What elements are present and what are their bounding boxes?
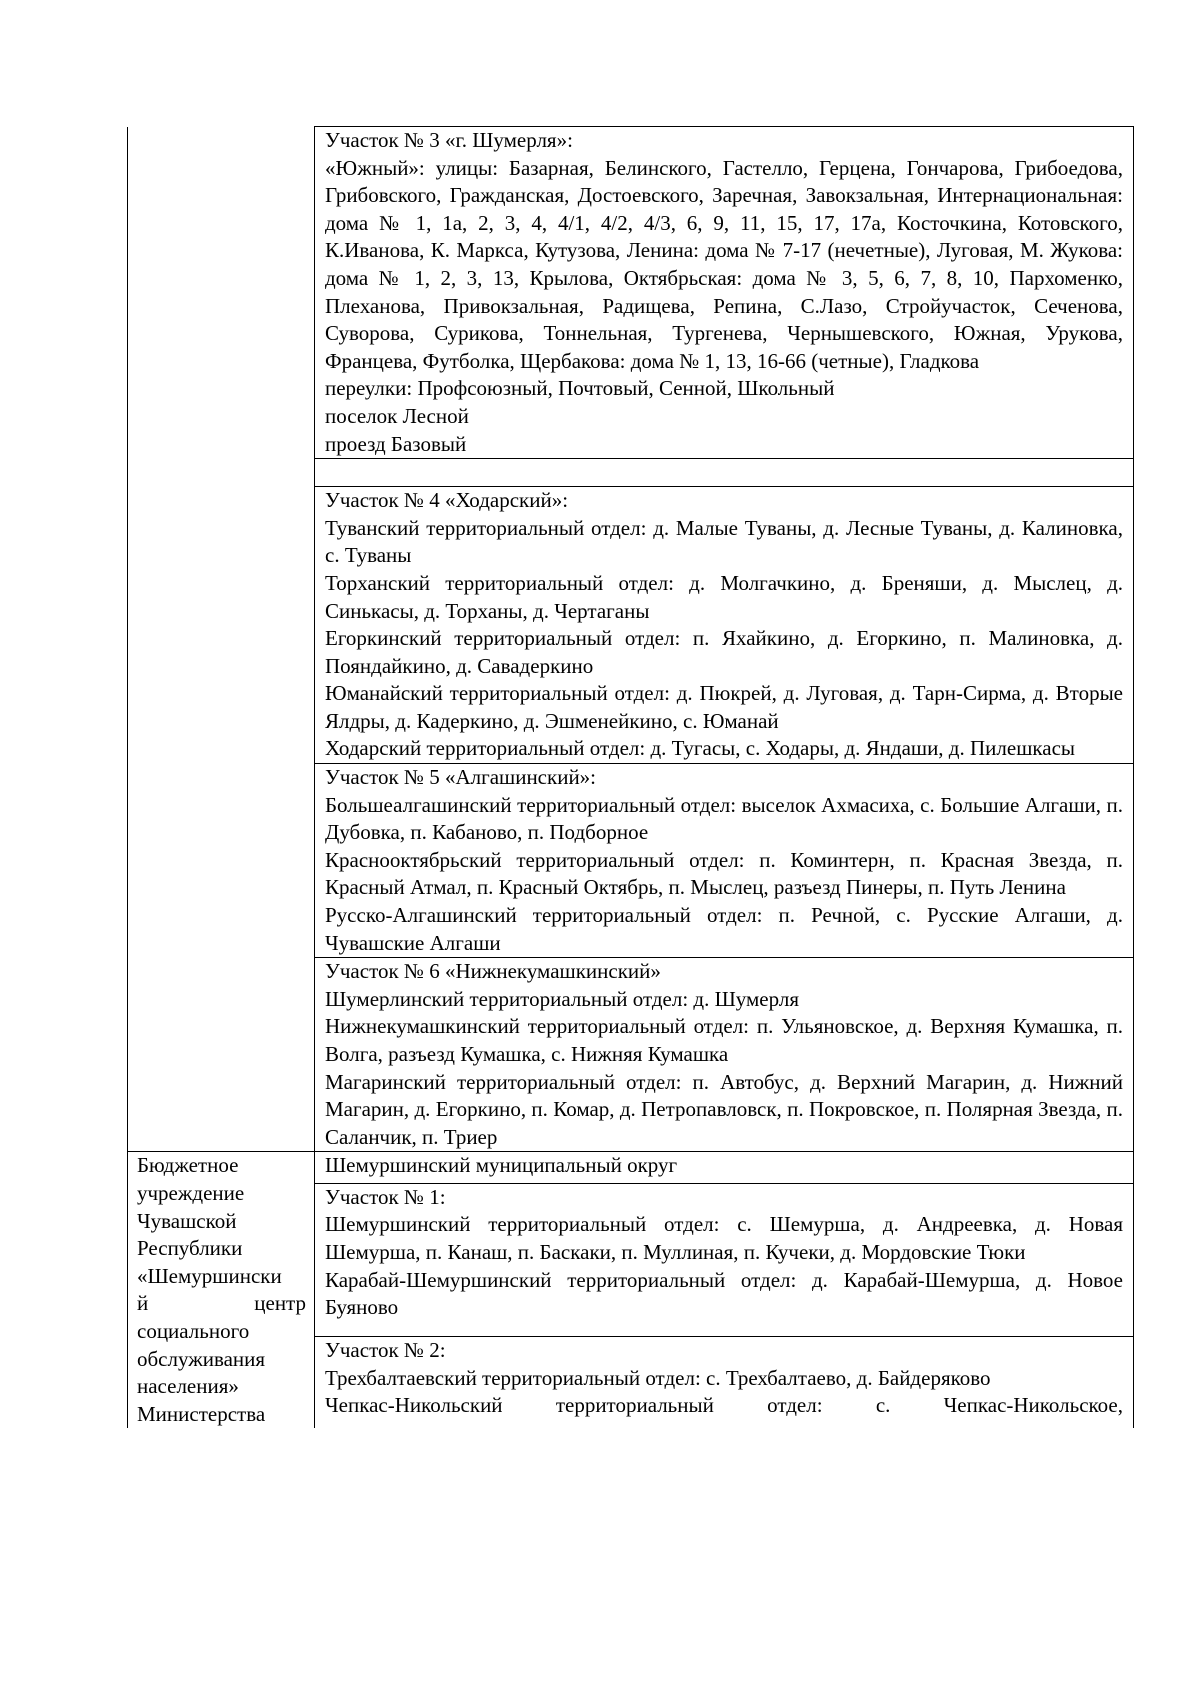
uchastok-4-item: Юманайский территориальный отдел: д. Пюкрей, д. Луговая, д. Тарн-Сирма, д. Вторые Ялдры, д. Кадеркино, д. Эшменейкино, с. Юманай <box>325 681 1123 733</box>
shemursha-uchastok-2-item: Чепкас-Никольский территориальный отдел: с. Чепкас-Никольское, <box>325 1393 1123 1418</box>
uchastok-3-lanes: переулки: Профсоюзный, Почтовый, Сенной, Школьный <box>325 376 835 401</box>
table-row <box>128 127 1134 459</box>
uchastok-5-heading: Участок № 5 «Алгашинский»: <box>325 765 597 790</box>
org-name-line: Республики <box>137 1236 243 1261</box>
uchastok-3-heading: Участок № 3 «г. Шумерля»: <box>325 128 573 152</box>
org-name-line: социального <box>137 1318 250 1343</box>
uchastok-3-streets: «Южный»: улицы: Базарная, Белинского, Гастелло, Герцена, Гончарова, Грибоедова, Грибовского, Гражданская, Достоевского, Заречная, Завокзальная, Интернациональная: дома № 1, 1а, 2, 3, 4, 4/1, 4/2, 4/3, 6, 9, 11, 15, 17, 17а, Косточкина, Котовского, К.Иванова, К. Маркса, Кутузова, Ленина: дома № 7-17 (нечетные), Луговая, М. Жукова: дома № 1, 2, 3, 13, Крылова, Октябрьская: дома № 3, 5, 6, 7, 8, 10, Пархоменко, Плеханова, Привокзальная, Радищева, Репина, С.Лазо, Стройучасток, Сеченова, Суворова, Сурикова, Тоннельная, Тургенева, Чернышевского, Южная, Урукова, Францева, Футболка, Щербакова: дома № 1, 13, 16-66 (четные), Гладкова <box>325 155 1123 373</box>
uchastok-6-heading: Участок № 6 «Нижнекумашкинский» <box>325 959 661 984</box>
uchastok-3-settlement: поселок Лесной <box>325 403 469 428</box>
uchastok-4-cell <box>315 487 1134 764</box>
uchastok-5-item: Краснооктябрьский территориальный отдел: п. Коминтерн, п. Красная Звезда, п. Красный Атмал, п. Красный Октябрь, п. Мыслец, разъезд Пинеры, п. Путь Ленина <box>325 847 1123 900</box>
uchastok-5-item: Большеалгашинский территориальный отдел: выселок Ахмасиха, с. Большие Алгаши, п. Дубовка, п. Кабаново, п. Подборное <box>325 792 1123 845</box>
org-name-line: обслуживания <box>137 1346 266 1371</box>
org-name-line: й центр <box>137 1291 306 1316</box>
district-name: Шемуршинский муниципальный округ <box>325 1153 678 1178</box>
uchastok-4-item: Егоркинский территориальный отдел: п. Яхайкино, д. Егоркино, п. Малиновка, д. Пояндайкино, д. Савадеркино <box>325 626 1123 678</box>
service-areas-table <box>127 126 1134 1428</box>
uchastok-5-item: Русско-Алгашинский территориальный отдел: п. Речной, с. Русские Алгаши, д. Чувашские Алгаши <box>325 903 1123 955</box>
org-cell-empty <box>128 127 315 1152</box>
district-cell <box>315 1152 1134 1184</box>
uchastok-4-item: Туванский территориальный отдел: д. Малые Туваны, д. Лесные Туваны, д. Калиновка, с. Туваны <box>325 515 1123 568</box>
uchastok-3-passage: проезд Базовый <box>325 431 467 456</box>
org-name-line: Министерства <box>137 1401 266 1426</box>
shemursha-uchastok-1-item: Карабай-Шемуршинский территориальный отдел: д. Карабай-Шемурша, д. Новое Буяново <box>325 1267 1123 1320</box>
uchastok-6-item: Шумерлинский территориальный отдел: д. Шумерля <box>325 986 799 1011</box>
uchastok-6-item: Магаринский территориальный отдел: п. Автобус, д. Верхний Магарин, д. Нижний Магарин, д. Егоркино, п. Комар, д. Петропавловск, п. Покровское, п. Полярная Звезда, п. Саланчик, п. Триер <box>325 1069 1123 1149</box>
org-name-line: учреждение <box>137 1180 245 1205</box>
uchastok-5-cell <box>315 764 1134 958</box>
shemursha-uchastok-2-heading: Участок № 2: <box>325 1338 446 1363</box>
table-row <box>128 1152 1134 1184</box>
org-name-line: «Шемуршински <box>137 1263 282 1288</box>
uchastok-6-cell <box>315 958 1134 1152</box>
empty-cell <box>315 459 1134 487</box>
uchastok-6-item: Нижнекумашкинский территориальный отдел: п. Ульяновское, д. Верхняя Кумашка, п. Волга, разъезд Кумашка, с. Нижняя Кумашка <box>325 1014 1123 1066</box>
shemursha-uchastok-1-cell <box>315 1183 1134 1336</box>
org-name-line: Чувашской <box>137 1208 237 1233</box>
uchastok-4-heading: Участок № 4 «Ходарский»: <box>325 488 569 513</box>
org-name-line: Бюджетное <box>137 1153 239 1178</box>
org-name-line: населения» <box>137 1374 239 1399</box>
shemursha-uchastok-1-heading: Участок № 1: <box>325 1184 446 1209</box>
uchastok-4-item: Торханский территориальный отдел: д. Молгачкино, д. Бреняши, д. Мыслец, д. Синькасы, д. Торханы, д. Чертаганы <box>325 570 1123 623</box>
shemursha-uchastok-2-cell <box>315 1337 1134 1429</box>
org-name-cell <box>128 1152 315 1428</box>
uchastok-3-cell <box>315 127 1134 459</box>
uchastok-4-item: Ходарский территориальный отдел: д. Тугасы, с. Ходары, д. Яндаши, д. Пилешкасы <box>325 736 1076 761</box>
shemursha-uchastok-1-item: Шемуршинский территориальный отдел: с. Шемурша, д. Андреевка, д. Новая Шемурша, п. Канаш, п. Баскаки, п. Муллиная, п. Кучеки, д. Мордовские Тюки <box>325 1212 1123 1265</box>
shemursha-uchastok-2-item: Трехбалтаевский территориальный отдел: с. Трехбалтаево, д. Байдеряково <box>325 1365 991 1390</box>
